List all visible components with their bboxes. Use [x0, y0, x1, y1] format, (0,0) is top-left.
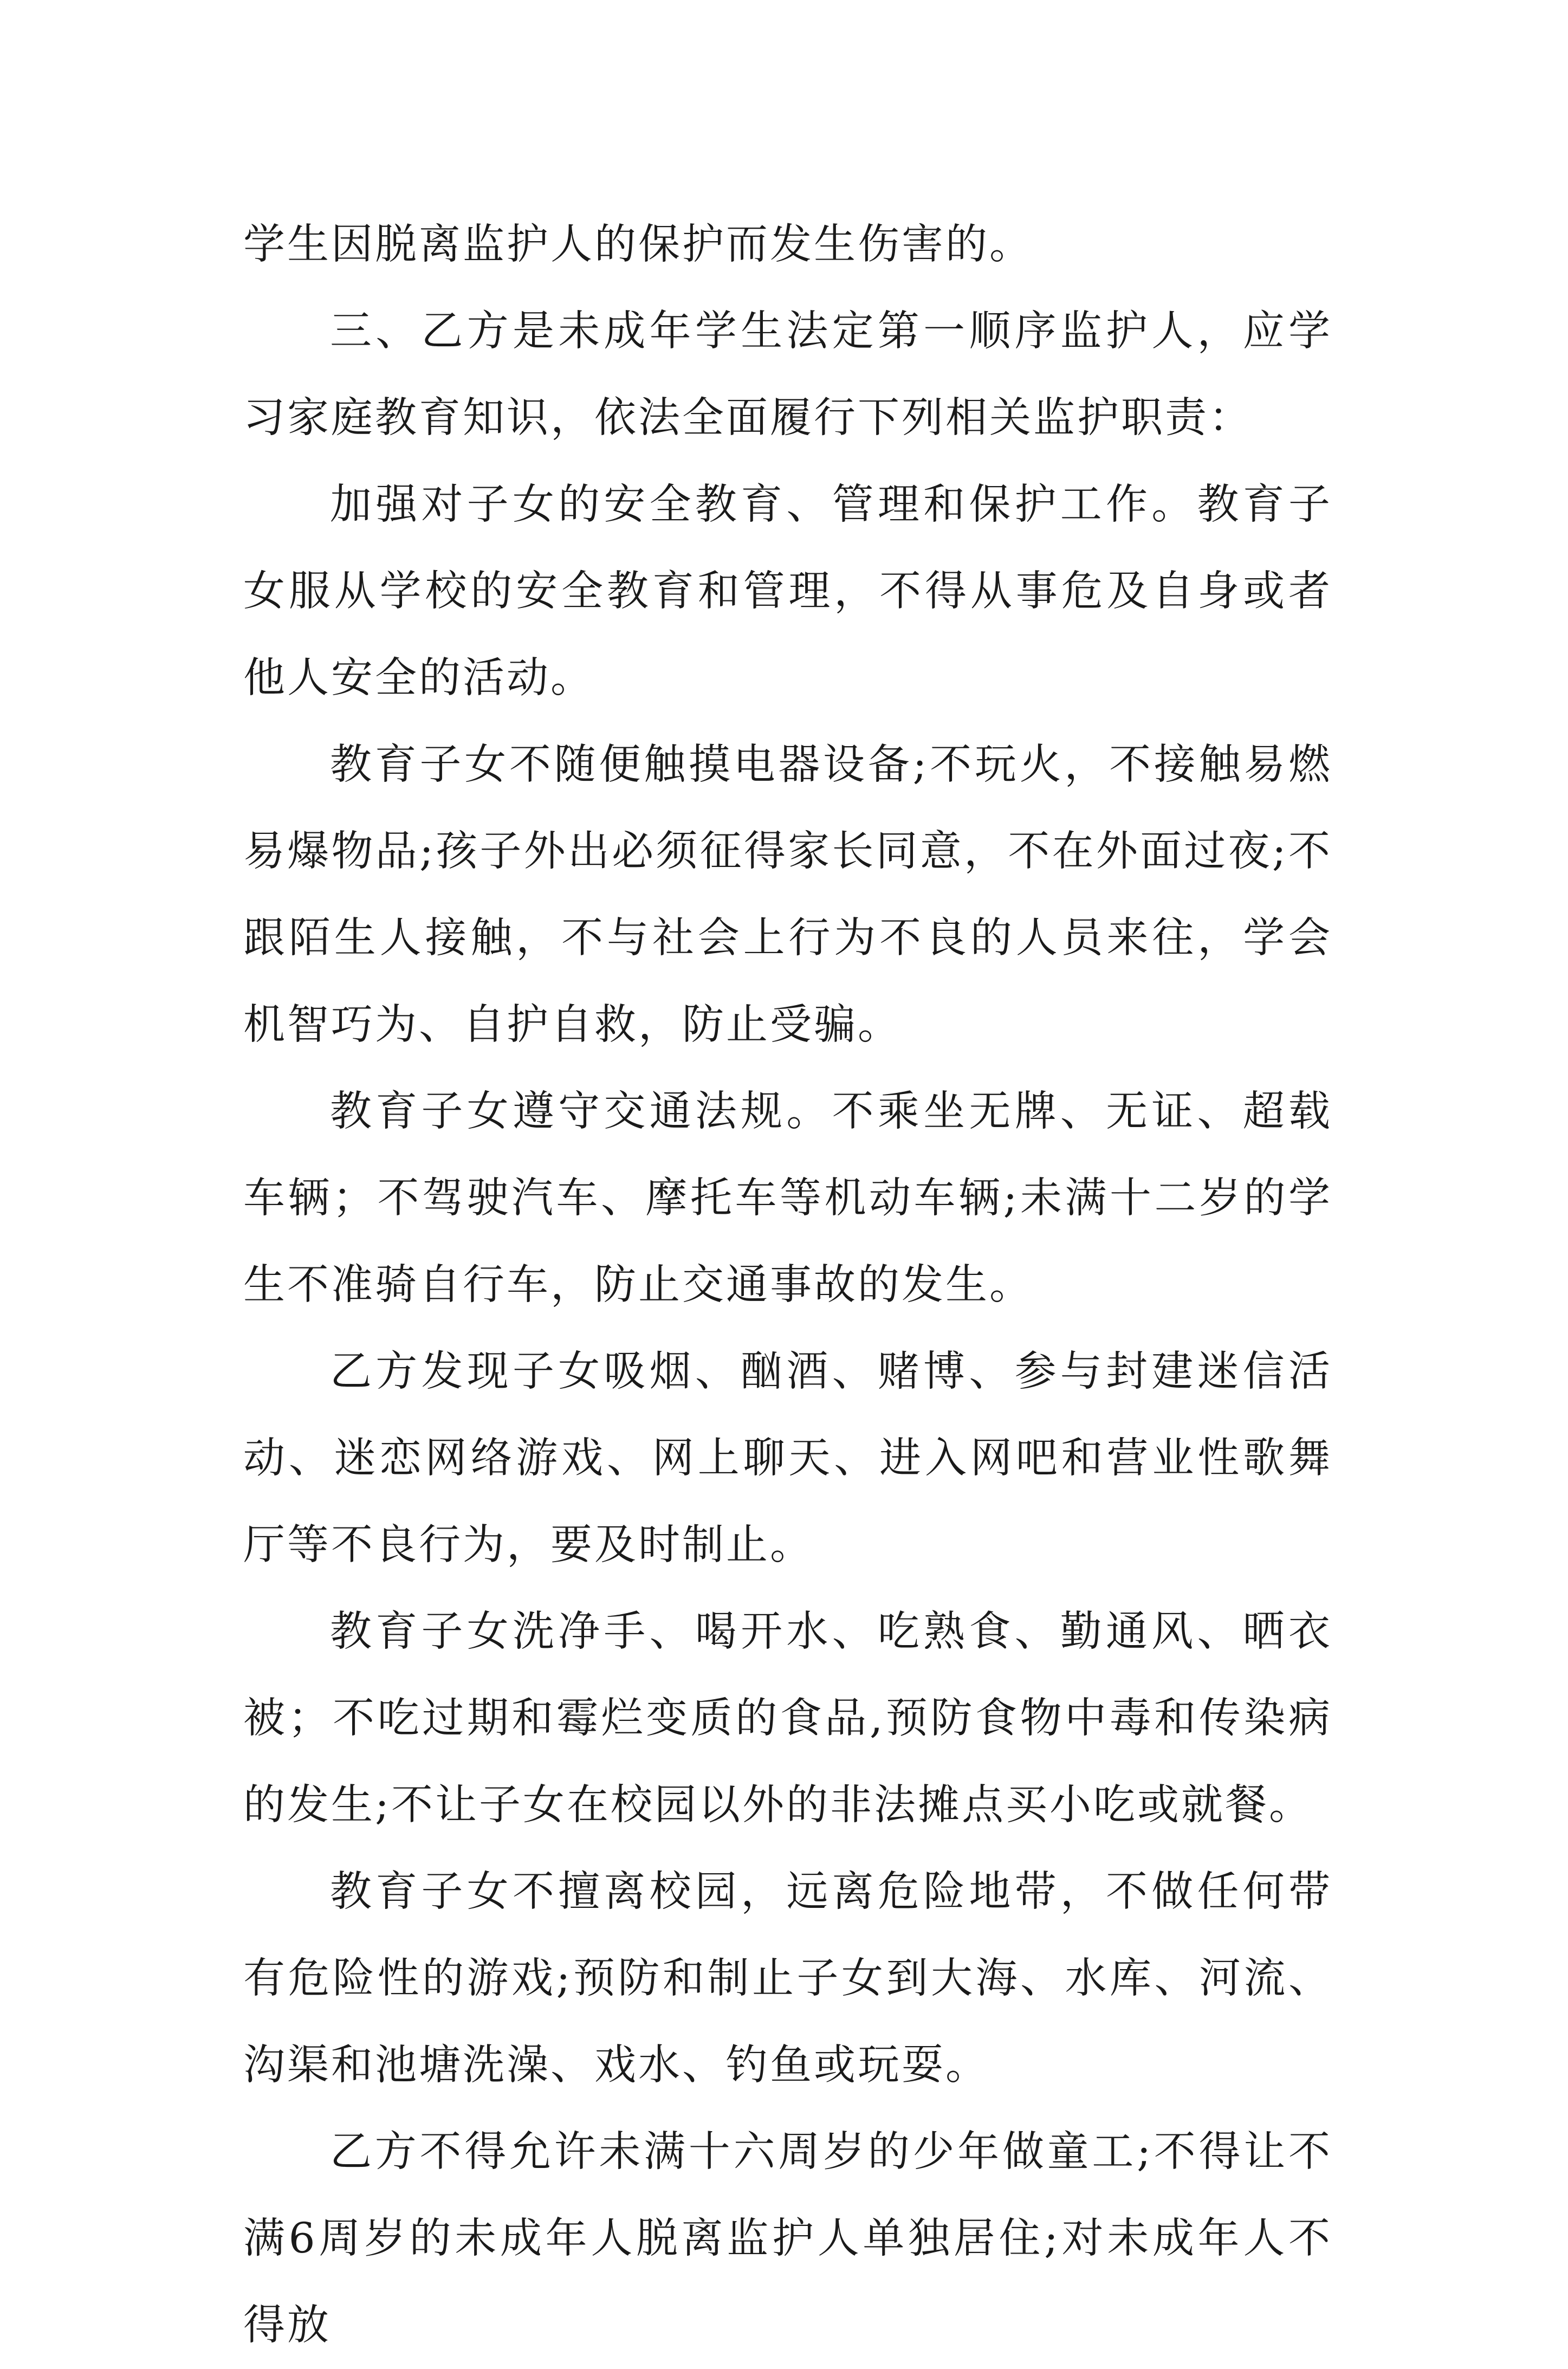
paragraph-bad-behavior: 乙方发现子女吸烟、酗酒、赌博、参与封建迷信活动、迷恋网络游戏、网上聊天、进入网吧和营业性歌舞厅等不良行为，要及时制止。 — [243, 1348, 1332, 1569]
paragraph-water-danger: 教育子女不擅离校园，远离危险地带，不做任何带有危险性的游戏;预防和制止子女到大海、水库、河流、沟渠和池塘洗澡、戏水、钓鱼或玩耍。 — [243, 1868, 1332, 2089]
paragraph-food-hygiene: 教育子女洗净手、喝开水、吃熟食、勤通风、晒衣被；不吃过期和霉烂变质的食品,预防食物中毒和传染病的发生;不让子女在校园以外的非法摊点买小吃或就餐。 — [243, 1608, 1332, 1829]
paragraph-section-three: 三、乙方是未成年学生法定第一顺序监护人，应学习家庭教育知识，依法全面履行下列相关监护职责： — [243, 307, 1332, 442]
paragraph-safety-education: 加强对子女的安全教育、管理和保护工作。教育子女服从学校的安全教育和管理，不得从事危及自身或者他人安全的活动。 — [243, 481, 1332, 702]
paragraph-electrical-fire-safety: 教育子女不随便触摸电器设备;不玩火，不接触易燃易爆物品;孩子外出必须征得家长同意，不在外面过夜;不跟陌生人接触，不与社会上行为不良的人员来往，学会机智巧为、自护自救，防止受骗。 — [243, 741, 1332, 1049]
paragraph-traffic-safety: 教育子女遵守交通法规。不乘坐无牌、无证、超载车辆；不驾驶汽车、摩托车等机动车辆;未满十二岁的学生不准骑自行车，防止交通事故的发生。 — [243, 1088, 1332, 1309]
paragraph-continuation: 学生因脱离监护人的保护而发生伤害的。 — [243, 221, 1033, 269]
document-body — [243, 202, 1332, 2369]
paragraph-child-labor: 乙方不得允许未满十六周岁的少年做童工;不得让不满6周岁的未成年人脱离监护人单独居住;对未成年人不得放 — [243, 2128, 1332, 2349]
